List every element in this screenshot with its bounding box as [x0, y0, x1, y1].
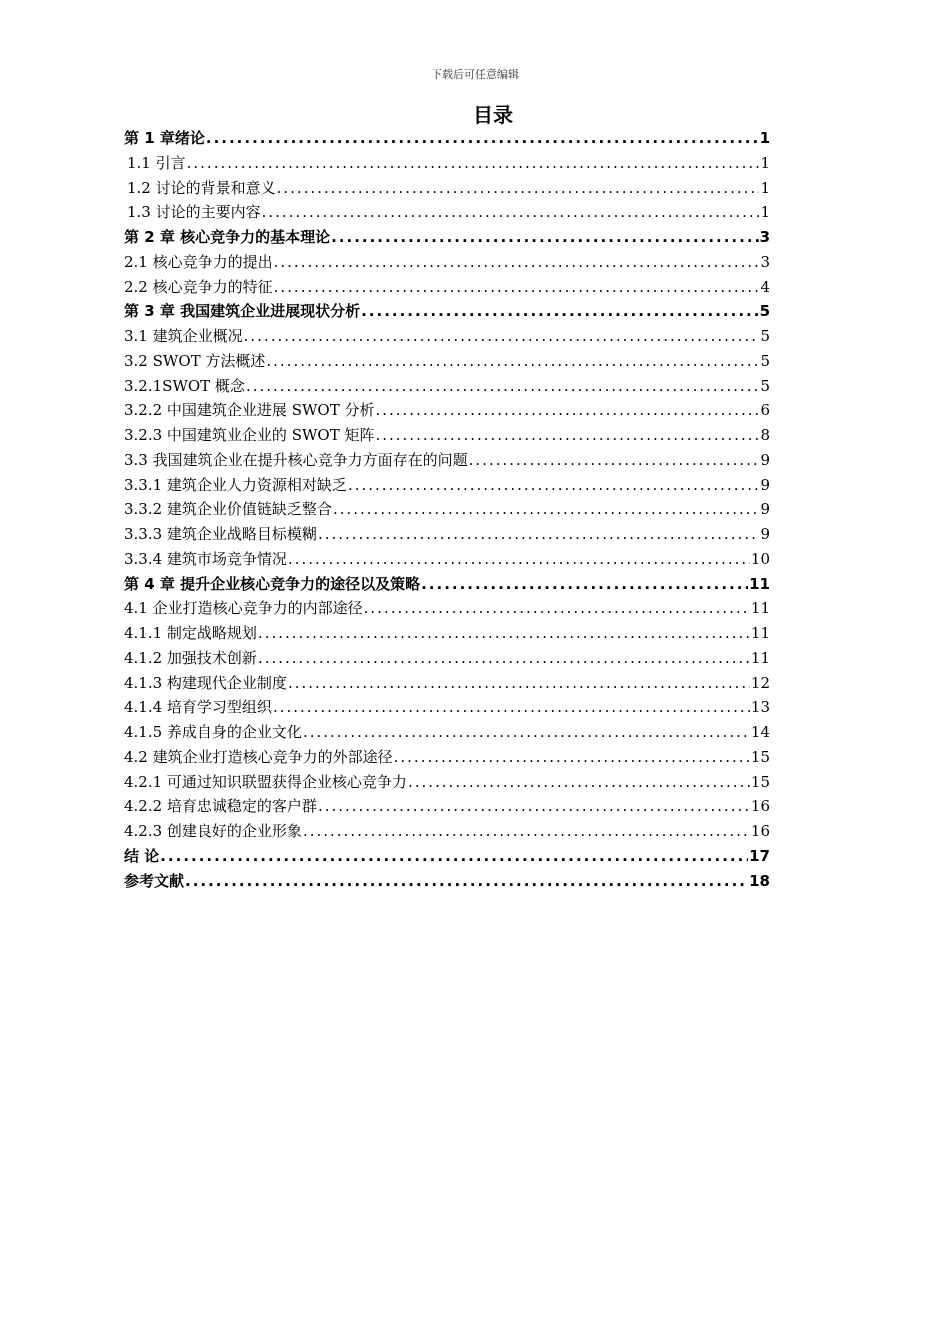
toc-entry-text: 4.1.1 制定战略规划	[124, 624, 257, 642]
toc-entry-text: 1.3 讨论的主要内容	[127, 203, 261, 222]
toc-entry-page-number: 5	[760, 327, 770, 345]
toc-dot-leader	[364, 596, 750, 621]
toc-dot-leader	[160, 844, 748, 869]
toc-entry[interactable]	[124, 596, 770, 621]
toc-entry-text: 3.2.1SWOT 概念	[124, 376, 245, 395]
toc-entry[interactable]	[124, 794, 770, 819]
toc-entry[interactable]	[124, 349, 770, 374]
toc-entry[interactable]	[124, 151, 770, 176]
toc-entry-page-number: 15	[750, 772, 770, 791]
toc-entry[interactable]	[124, 572, 770, 597]
toc-entry[interactable]	[124, 621, 770, 646]
toc-entry-page-number: 5	[760, 376, 770, 395]
toc-dot-leader	[274, 250, 760, 275]
toc-dot-leader	[262, 200, 760, 225]
toc-dot-leader	[244, 324, 760, 349]
toc-entry-text: 2.1 核心竞争力的提出	[124, 252, 273, 271]
toc-entry-text: 第 2 章 核心竞争力的基本理论	[124, 228, 331, 246]
toc-dot-leader	[318, 794, 750, 819]
toc-entry-page-number: 8	[760, 426, 770, 444]
toc-entry-text: 3.3.4 建筑市场竞争情况	[124, 549, 287, 568]
toc-entry-text: 1.1 引言	[127, 153, 186, 172]
toc-entry-page-number: 5	[760, 351, 770, 370]
toc-entry-page-number: 1	[760, 203, 770, 222]
toc-entry-page-number: 12	[750, 673, 770, 692]
toc-entry-page-number: 9	[760, 500, 770, 519]
toc-entry[interactable]	[124, 423, 770, 448]
toc-entry[interactable]	[124, 250, 770, 275]
toc-dot-leader	[206, 126, 759, 151]
toc-dot-leader	[303, 819, 750, 844]
toc-dot-leader	[258, 621, 750, 646]
toc-entry[interactable]	[124, 324, 770, 349]
toc-entry-text: 3.3.1 建筑企业人力资源相对缺乏	[124, 475, 347, 494]
toc-dot-leader	[288, 547, 750, 572]
toc-entry-page-number: 11	[750, 648, 770, 667]
toc-entry-text: 2.2 核心竞争力的特征	[124, 277, 273, 296]
toc-entry-page-number: 10	[750, 549, 770, 568]
toc-entry[interactable]	[124, 720, 770, 745]
toc-entry[interactable]	[124, 770, 770, 795]
toc-entry[interactable]	[124, 547, 770, 572]
toc-entry-text: 4.2.3 创建良好的企业形象	[124, 822, 302, 840]
toc-entry[interactable]	[124, 126, 770, 151]
toc-dot-leader	[274, 275, 760, 300]
toc-entry[interactable]	[124, 448, 770, 473]
toc-entry-page-number: 16	[750, 822, 770, 840]
toc-dot-leader	[277, 176, 760, 201]
toc-entry-page-number: 9	[760, 475, 770, 494]
toc-entry-text: 4.2.2 培育忠诚稳定的客户群	[124, 797, 317, 816]
toc-entry-text: 结 论	[124, 846, 160, 865]
toc-entry-text: 参考文献	[124, 871, 185, 890]
toc-entry[interactable]	[124, 671, 770, 696]
toc-dot-leader	[303, 720, 750, 745]
toc-entry-page-number: 11	[750, 599, 770, 618]
toc-entry-page-number: 16	[750, 797, 770, 816]
toc-entry-text: 1.2 讨论的背景和意义	[127, 178, 276, 197]
toc-dot-leader	[348, 473, 760, 498]
toc-entry-page-number: 11	[750, 624, 770, 642]
toc-entry[interactable]	[124, 473, 770, 498]
header-note: 下载后可任意编辑	[431, 68, 519, 81]
toc-dot-leader	[375, 423, 759, 448]
toc-entry-page-number: 6	[760, 401, 770, 420]
toc-entry-text: 4.2 建筑企业打造核心竞争力的外部途径	[124, 747, 393, 766]
toc-entry-page-number: 3	[759, 228, 770, 246]
toc-entry-page-number: 1	[760, 153, 770, 172]
toc-entry-page-number: 18	[749, 871, 770, 890]
toc-entry-text: 4.1.2 加强技术创新	[124, 648, 257, 667]
toc-entry-text: 3.2 SWOT 方法概述	[124, 351, 266, 370]
toc-entry-text: 3.3.2 建筑企业价值链缺乏整合	[124, 500, 332, 519]
toc-entry-page-number: 13	[750, 698, 770, 717]
toc-entry-text: 第 1 章绪论	[124, 129, 205, 147]
toc-dot-leader	[185, 869, 748, 894]
toc-entry-page-number: 14	[750, 723, 770, 741]
toc-entry[interactable]	[124, 522, 770, 547]
toc-dot-leader	[394, 745, 750, 770]
toc-entry-text: 4.1.3 构建现代企业制度	[124, 673, 287, 692]
toc-entry[interactable]	[124, 398, 770, 423]
toc-dot-leader	[258, 646, 750, 671]
toc-entry-page-number: 4	[760, 277, 770, 296]
toc-entry-page-number: 9	[760, 450, 770, 469]
toc-entry[interactable]	[124, 299, 770, 324]
toc-title: 目录	[473, 103, 513, 127]
toc-dot-leader	[408, 770, 750, 795]
toc-entry[interactable]	[124, 819, 770, 844]
toc-entry-page-number: 1	[759, 129, 770, 147]
toc-dot-leader	[266, 349, 759, 374]
toc-entry[interactable]	[124, 225, 770, 250]
toc-dot-leader	[318, 522, 760, 547]
toc-entry[interactable]	[124, 646, 770, 671]
toc-entry-page-number: 9	[760, 525, 770, 543]
toc-entry-text: 4.1 企业打造核心竞争力的内部途径	[124, 599, 363, 618]
toc-entry-text: 第 3 章 我国建筑企业进展现状分析	[124, 302, 361, 321]
toc-entry-page-number: 11	[749, 574, 770, 593]
toc-dot-leader	[469, 448, 760, 473]
toc-entry[interactable]	[124, 374, 770, 399]
toc-entry-text: 3.2.2 中国建筑企业进展 SWOT 分析	[124, 401, 375, 420]
toc-entry-text: 3.3 我国建筑企业在提升核心竞争力方面存在的问题	[124, 450, 468, 469]
toc-entry[interactable]	[124, 497, 770, 522]
toc-dot-leader	[421, 572, 748, 597]
toc-entry[interactable]	[124, 200, 770, 225]
toc-entry-page-number: 15	[750, 747, 770, 766]
toc-dot-leader	[246, 374, 760, 399]
toc-dot-leader	[375, 398, 759, 423]
toc-entry[interactable]	[124, 869, 770, 894]
toc-dot-leader	[273, 695, 750, 720]
toc-entry[interactable]	[124, 176, 770, 201]
table-of-contents	[124, 126, 770, 893]
toc-entry-page-number: 3	[760, 252, 770, 271]
toc-entry[interactable]	[124, 275, 770, 300]
toc-dot-leader	[187, 151, 760, 176]
toc-entry-page-number: 17	[749, 846, 770, 865]
toc-entry-text: 3.2.3 中国建筑业企业的 SWOT 矩阵	[124, 426, 375, 444]
toc-entry-text: 3.3.3 建筑企业战略目标模糊	[124, 525, 317, 543]
toc-entry-text: 4.1.5 养成自身的企业文化	[124, 723, 302, 741]
toc-entry-text: 4.1.4 培育学习型组织	[124, 698, 272, 717]
toc-entry-text: 第 4 章 提升企业核心竞争力的途径以及策略	[124, 574, 421, 593]
toc-entry-text: 4.2.1 可通过知识联盟获得企业核心竞争力	[124, 772, 407, 791]
toc-entry-page-number: 5	[759, 302, 770, 321]
toc-entry[interactable]	[124, 745, 770, 770]
toc-dot-leader	[361, 299, 758, 324]
toc-entry-text: 3.1 建筑企业概况	[124, 327, 243, 345]
toc-dot-leader	[288, 671, 750, 696]
toc-entry-page-number: 1	[760, 178, 770, 197]
toc-entry[interactable]	[124, 844, 770, 869]
toc-dot-leader	[333, 497, 760, 522]
toc-entry[interactable]	[124, 695, 770, 720]
toc-dot-leader	[331, 225, 758, 250]
